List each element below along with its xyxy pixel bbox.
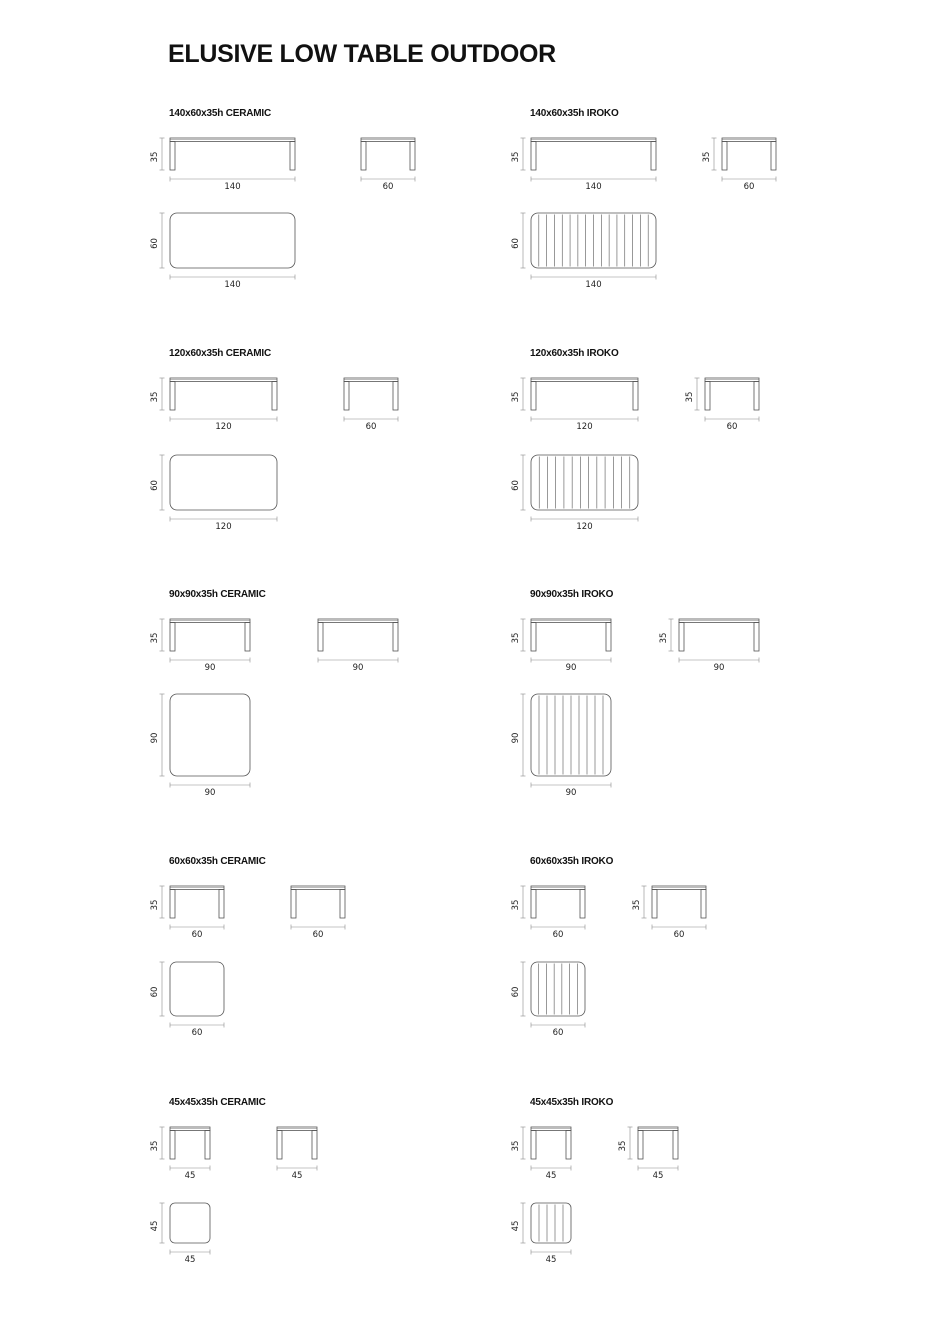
front-length-dimension xyxy=(531,658,611,674)
plan-view xyxy=(170,694,250,776)
plan-view xyxy=(531,962,585,1016)
front-elevation xyxy=(170,1127,210,1159)
plan-length-label: 140 xyxy=(224,280,241,290)
front-length-dimension xyxy=(170,177,295,193)
side-elevation xyxy=(638,1127,678,1159)
side-depth-label: 60 xyxy=(726,422,738,432)
side-depth-label: 45 xyxy=(291,1171,303,1181)
front-elevation xyxy=(531,138,656,170)
side-depth-label: 60 xyxy=(312,930,324,940)
variant-title-90x90-iroko: 90x90x35h IROKO xyxy=(530,589,614,600)
front-length-label: 140 xyxy=(224,182,241,192)
plan-view xyxy=(531,455,638,510)
plan-depth-dimension xyxy=(150,962,165,1016)
front-elevation xyxy=(531,378,638,410)
plan-depth-dimension xyxy=(150,694,165,776)
plan-depth-label: 60 xyxy=(511,480,521,491)
front-height-dimension xyxy=(511,378,526,410)
plan-depth-label: 60 xyxy=(150,986,160,998)
front-length-dimension xyxy=(170,658,250,674)
front-height-label: 35 xyxy=(150,632,160,644)
front-height-label: 35 xyxy=(511,899,521,911)
plan-depth-dimension xyxy=(150,1203,165,1243)
plan-length-label: 45 xyxy=(545,1255,557,1265)
side-depth-dimension xyxy=(705,417,759,433)
plan-depth-label: 45 xyxy=(511,1220,521,1232)
variant-45x45-iroko xyxy=(511,1127,678,1265)
side-elevation xyxy=(291,886,345,918)
side-depth-label: 90 xyxy=(352,663,364,673)
side-depth-label: 60 xyxy=(382,182,394,192)
front-height-label: 35 xyxy=(150,899,160,911)
side-depth-label: 45 xyxy=(652,1171,664,1181)
side-height-dimension xyxy=(685,378,700,410)
plan-view xyxy=(531,1203,571,1243)
front-height-dimension xyxy=(511,619,526,651)
side-depth-dimension xyxy=(318,658,398,674)
front-elevation xyxy=(531,886,585,918)
front-elevation xyxy=(170,619,250,651)
side-elevation xyxy=(318,619,398,651)
front-elevation xyxy=(170,138,295,170)
plan-length-dimension xyxy=(170,1023,224,1039)
plan-depth-label: 60 xyxy=(511,238,521,249)
plan-view xyxy=(531,694,611,776)
plan-length-label: 60 xyxy=(191,1028,203,1038)
front-height-dimension xyxy=(150,1127,165,1159)
plan-depth-label: 60 xyxy=(511,986,521,998)
front-elevation xyxy=(170,378,277,410)
side-depth-label: 60 xyxy=(673,930,685,940)
front-length-dimension xyxy=(170,925,224,941)
side-depth-label: 60 xyxy=(365,422,377,432)
front-elevation xyxy=(531,1127,571,1159)
side-height-dimension xyxy=(659,619,674,651)
plan-depth-label: 90 xyxy=(511,732,521,744)
plan-length-dimension xyxy=(531,275,656,291)
side-depth-dimension xyxy=(291,925,345,941)
front-length-label: 140 xyxy=(585,182,602,192)
front-height-dimension xyxy=(150,378,165,410)
plan-length-label: 120 xyxy=(576,522,593,532)
variant-90x90-iroko xyxy=(511,619,759,798)
front-length-label: 90 xyxy=(204,663,216,673)
side-elevation xyxy=(679,619,759,651)
front-height-dimension xyxy=(150,886,165,918)
side-depth-label: 90 xyxy=(713,663,725,673)
front-height-label: 35 xyxy=(150,391,160,403)
side-depth-dimension xyxy=(652,925,706,941)
front-height-label: 35 xyxy=(150,151,160,163)
plan-depth-label: 60 xyxy=(150,480,160,491)
front-elevation xyxy=(170,886,224,918)
front-height-dimension xyxy=(511,1127,526,1159)
side-elevation xyxy=(705,378,759,410)
front-height-label: 35 xyxy=(511,632,521,644)
front-length-label: 60 xyxy=(552,930,564,940)
front-elevation xyxy=(531,619,611,651)
front-length-dimension xyxy=(531,925,585,941)
plan-depth-dimension xyxy=(511,962,526,1016)
front-length-dimension xyxy=(170,1166,210,1182)
plan-depth-dimension xyxy=(511,694,526,776)
plan-length-dimension xyxy=(531,517,638,533)
front-length-label: 120 xyxy=(576,422,593,432)
side-elevation xyxy=(361,138,415,170)
variant-title-45x45-iroko: 45x45x35h IROKO xyxy=(530,1097,614,1108)
front-height-label: 35 xyxy=(511,151,521,163)
plan-length-dimension xyxy=(170,275,295,291)
plan-depth-dimension xyxy=(511,213,526,268)
variant-90x90-ceramic xyxy=(150,619,398,798)
side-depth-dimension xyxy=(679,658,759,674)
plan-length-dimension xyxy=(170,1250,210,1266)
variant-title-60x60-ceramic: 60x60x35h CERAMIC xyxy=(169,856,266,867)
variant-title-140x60-ceramic: 140x60x35h CERAMIC xyxy=(169,108,272,119)
side-height-label: 35 xyxy=(702,151,712,163)
variant-140x60-iroko xyxy=(511,138,776,290)
plan-length-label: 90 xyxy=(565,788,577,798)
front-length-label: 60 xyxy=(191,930,203,940)
variant-title-45x45-ceramic: 45x45x35h CERAMIC xyxy=(169,1097,266,1108)
plan-length-label: 45 xyxy=(184,1255,196,1265)
plan-view xyxy=(531,213,656,268)
front-length-dimension xyxy=(170,417,277,433)
front-length-label: 45 xyxy=(184,1171,196,1181)
front-length-label: 90 xyxy=(565,663,577,673)
variant-140x60-ceramic xyxy=(150,138,415,290)
front-height-dimension xyxy=(511,886,526,918)
plan-depth-dimension xyxy=(511,1203,526,1243)
variant-title-60x60-iroko: 60x60x35h IROKO xyxy=(530,856,614,867)
page-title: ELUSIVE LOW TABLE OUTDOOR xyxy=(168,40,556,68)
side-depth-dimension xyxy=(722,177,776,193)
plan-length-label: 90 xyxy=(204,788,216,798)
variant-60x60-ceramic xyxy=(150,886,345,1038)
front-height-dimension xyxy=(150,138,165,170)
side-height-label: 35 xyxy=(632,899,642,911)
front-height-label: 35 xyxy=(150,1140,160,1152)
plan-depth-label: 90 xyxy=(150,732,160,744)
variant-title-120x60-ceramic: 120x60x35h CERAMIC xyxy=(169,348,272,359)
front-length-dimension xyxy=(531,177,656,193)
plan-length-dimension xyxy=(170,517,277,533)
plan-depth-dimension xyxy=(150,213,165,268)
front-length-dimension xyxy=(531,417,638,433)
plan-length-label: 60 xyxy=(552,1028,564,1038)
variant-title-120x60-iroko: 120x60x35h IROKO xyxy=(530,348,619,359)
side-elevation xyxy=(652,886,706,918)
side-depth-dimension xyxy=(277,1166,317,1182)
side-depth-label: 60 xyxy=(743,182,755,192)
side-elevation xyxy=(344,378,398,410)
plan-length-label: 140 xyxy=(585,280,602,290)
front-height-dimension xyxy=(150,619,165,651)
side-depth-dimension xyxy=(361,177,415,193)
variant-60x60-iroko xyxy=(511,886,706,1038)
front-length-label: 120 xyxy=(215,422,232,432)
front-height-label: 35 xyxy=(511,391,521,403)
side-depth-dimension xyxy=(638,1166,678,1182)
plan-depth-dimension xyxy=(150,455,165,510)
variant-title-90x90-ceramic: 90x90x35h CERAMIC xyxy=(169,589,266,600)
plan-view xyxy=(170,1203,210,1243)
plan-view xyxy=(170,213,295,268)
variant-title-140x60-iroko: 140x60x35h IROKO xyxy=(530,108,619,119)
variant-45x45-ceramic xyxy=(150,1127,317,1265)
side-height-label: 35 xyxy=(618,1140,628,1152)
side-depth-dimension xyxy=(344,417,398,433)
plan-length-dimension xyxy=(531,1023,585,1039)
side-height-label: 35 xyxy=(685,391,695,403)
plan-length-dimension xyxy=(531,1250,571,1266)
front-height-label: 35 xyxy=(511,1140,521,1152)
plan-depth-dimension xyxy=(511,455,526,510)
plan-length-dimension xyxy=(531,783,611,799)
variant-120x60-iroko xyxy=(511,378,759,532)
side-height-dimension xyxy=(632,886,647,918)
side-elevation xyxy=(722,138,776,170)
plan-depth-label: 45 xyxy=(150,1220,160,1232)
plan-depth-label: 60 xyxy=(150,238,160,249)
front-height-dimension xyxy=(511,138,526,170)
variant-120x60-ceramic xyxy=(150,378,398,532)
side-height-dimension xyxy=(702,138,717,170)
side-height-dimension xyxy=(618,1127,633,1159)
side-elevation xyxy=(277,1127,317,1159)
plan-length-dimension xyxy=(170,783,250,799)
plan-view xyxy=(170,455,277,510)
front-length-label: 45 xyxy=(545,1171,557,1181)
side-height-label: 35 xyxy=(659,632,669,644)
plan-view xyxy=(170,962,224,1016)
front-length-dimension xyxy=(531,1166,571,1182)
plan-length-label: 120 xyxy=(215,522,232,532)
